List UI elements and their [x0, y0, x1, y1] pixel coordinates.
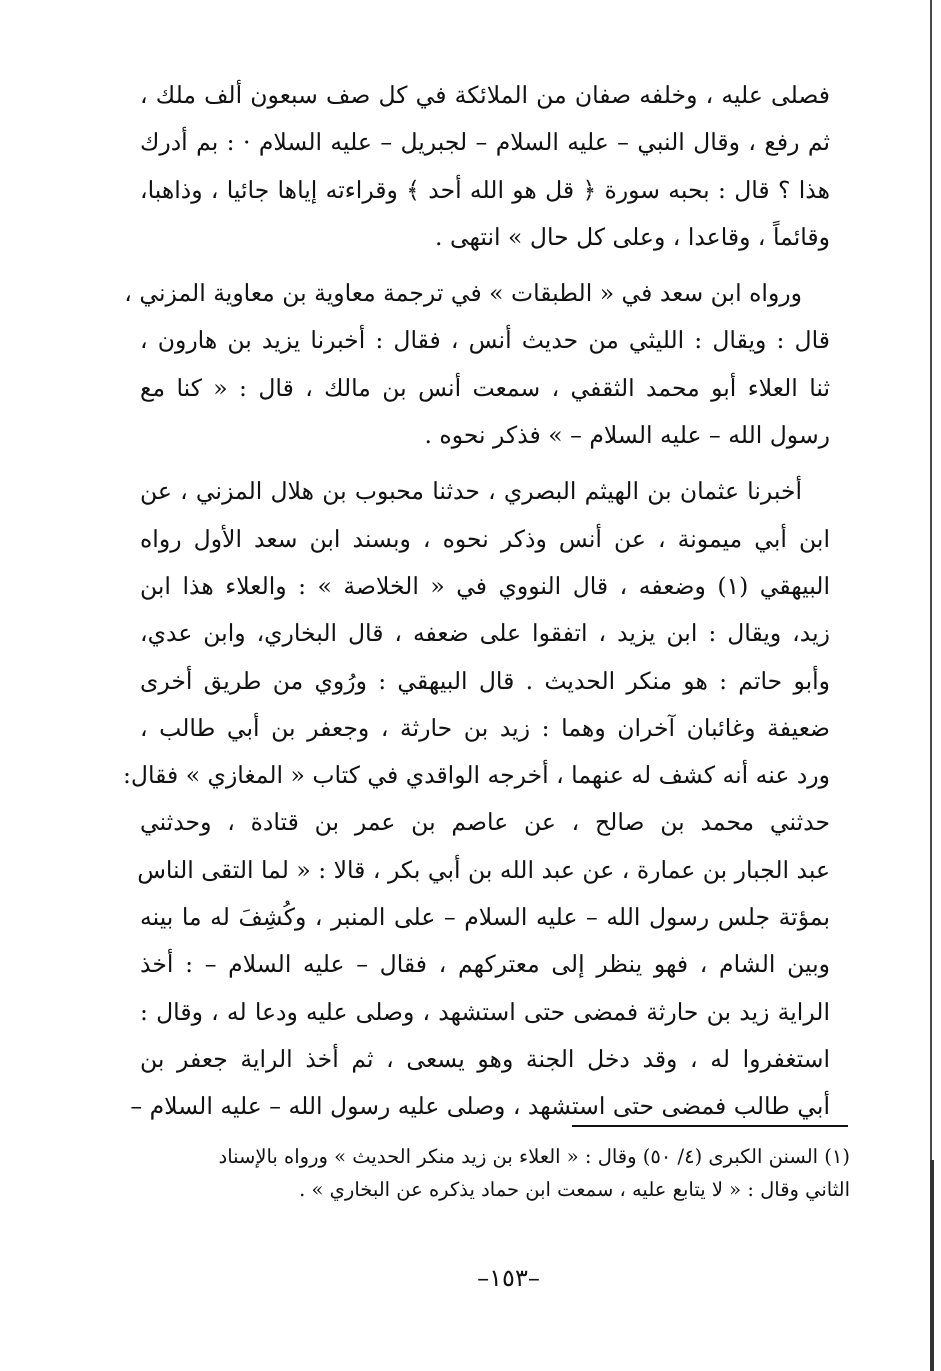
text-line: وأبو حاتم : هو منكر الحديث . قال البيهقي : ورُوي من طريق أخرى — [140, 666, 830, 695]
text-line: هذا ؟ قال : بحبه سورة ﴿ قل هو الله أحد ﴾ وقراءته إياها جائيا ، وذاهبا، — [140, 175, 830, 204]
text-line: عبد الجبار بن عمارة ، عن عبد الله بن أبي بكر ، قالا : « لما التقى الناس — [137, 855, 830, 884]
text-line: قال : ويقال : الليثي من حديث أنس ، فقال : أخبرنا يزيد بن هارون ، — [140, 326, 830, 355]
text-line: ثم رفع ، وقال النبي – عليه السلام – لجبريل – عليه السلام · : بم أدرك — [140, 128, 830, 157]
paragraph-1 — [140, 72, 830, 261]
paragraph-3 — [122, 468, 830, 1130]
page-number-label: –١٥٣– — [477, 1264, 540, 1292]
footnote-line: (١) السنن الكبرى (٤/ ٥٠) وقال : « العلاء بن زيد منكر الحديث » ورواه بالإسناد — [218, 1145, 850, 1168]
footnote-separator — [572, 1125, 848, 1127]
text-line: الراية زيد بن حارثة فمضى حتى استشهد ، وصلى عليه ودعا له ، وقال : — [140, 997, 830, 1026]
text-line: ضعيفة وغائبان آخران وهما : زيد بن حارثة ، وجعفر بن أبي طالب ، — [140, 713, 830, 742]
text-line: رسول الله – عليه السلام – » فذكر نحوه . — [424, 421, 830, 450]
paragraph-2 — [124, 270, 830, 459]
text-line: وبين الشام ، فهو ينظر إلى معتركهم ، فقال – عليه السلام – : أخذ — [140, 950, 830, 979]
text-line: زيد، ويقال : ابن يزيد ، اتفقوا على ضعفه ، قال البخاري، وابن عدي، — [140, 619, 830, 648]
text-line: حدثني محمد بن صالح ، عن عاصم بن عمر بن قتادة ، وحدثني — [140, 808, 830, 837]
text-line: ابن أبي ميمونة ، عن أنس وذكر نحوه ، وبسند ابن سعد الأول رواه — [140, 524, 830, 553]
text-line: بمؤتة جلس رسول الله – عليه السلام – على المنبر ، وكُشِفَ له ما بينه — [140, 903, 830, 932]
text-line: أبي طالب فمضى حتى استشهد ، وصلى عليه رسول الله – عليه السلام – — [130, 1092, 830, 1121]
text-line: وقائماً ، وقاعدا ، وعلى كل حال » انتهى . — [435, 222, 830, 251]
page-number — [0, 1264, 941, 1292]
text-line: استغفروا له ، وقد دخل الجنة وهو يسعى ، ثم أخذ الراية جعفر بن — [140, 1044, 830, 1073]
text-line: ورواه ابن سعد في « الطبقات » في ترجمة معاوية بن معاوية المزني ، — [124, 279, 802, 308]
text-line: فصلى عليه ، وخلفه صفان من الملائكة في كل صف سبعون ألف ملك ، — [140, 81, 830, 109]
footnote-line: الثاني وقال : « لا يتابع عليه ، سمعت ابن حماد يذكره عن البخاري » . — [299, 1178, 850, 1201]
text-line: ورد عنه أنه كشف له عنهما ، أخرجه الواقدي في كتاب « المغازي » فقال: — [122, 761, 830, 790]
footnotes — [160, 1140, 850, 1206]
main-text — [122, 72, 830, 1131]
text-line: أخبرنا عثمان بن الهيثم البصري ، حدثنا محبوب بن هلال المزني ، عن — [140, 477, 802, 506]
text-line: البيهقي (١) وضعفه ، قال النووي في « الخلاصة » : والعلاء هذا ابن — [140, 571, 830, 600]
text-line: ثنا العلاء أبو محمد الثقفي ، سمعت أنس بن مالك ، قال : « كنا مع — [140, 373, 830, 402]
